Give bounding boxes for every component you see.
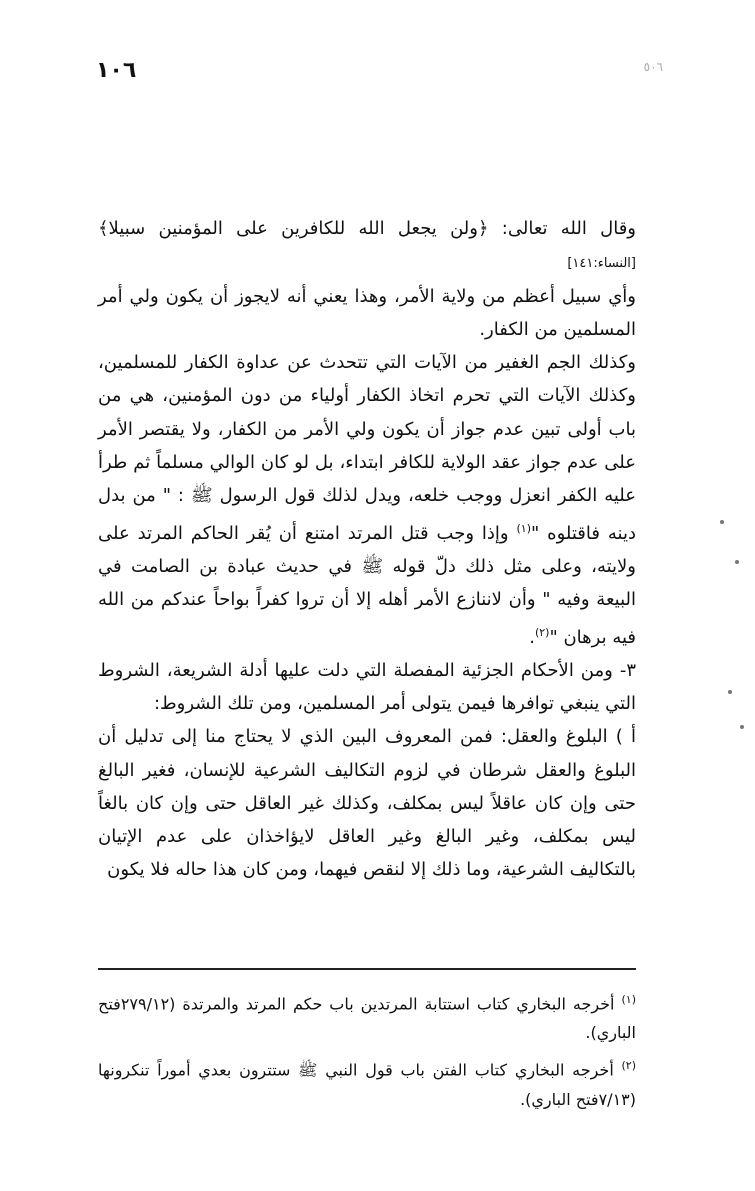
footnote-2-text: أخرجه البخاري كتاب الفتن باب قول النبي ﷺ ستترون بعدي أموراً تنكرونها (٧/١٣فتح الباري).: [98, 1060, 636, 1109]
footnote-2-number: (٢): [621, 1059, 636, 1073]
footnote-1-number: (١): [621, 993, 636, 1006]
page-number: ١٠٦: [96, 58, 137, 83]
paragraph-end-punct: .: [529, 627, 535, 649]
main-text: [98, 212, 636, 886]
footnote-1: [98, 985, 636, 1047]
scan-artifact: [720, 520, 724, 524]
verse-reference: [النساء:١٤١]: [567, 256, 636, 272]
scan-artifact: [728, 690, 732, 694]
paragraph-quran-verse: [98, 212, 636, 280]
corner-mark: ٥٠٦: [643, 60, 663, 74]
footnote-1-text: أخرجه البخاري كتاب استتابة المرتدين باب حكم المرتد والمرتدة (٢٧٩/١٢فتح الباري).: [98, 994, 636, 1043]
paragraph-puberty-reason: أ ) البلوغ والعقل: فمن المعروف البين الذي لا يحتاج منا إلى تدليل أن البلوغ والعقل شرطان في لزوم التكاليف الشرعية للإنسان، فغير البالغ حتى وإن كان عاقلاً ليس بمكلف، وكذلك غير العاقل حتى وإن كان بالغاً ليس بمكلف، وغير البالغ وغير العاقل لايؤاخذان على عدم الإتيان بالتكاليف الشرعية، وما ذلك إلا لنقص فيهما، ومن كان هذا حاله فلا يكون: [98, 726, 636, 880]
paragraph-guardianship: وأي سبيل أعظم من ولاية الأمر، وهذا يعني أنه لايجوز أن يكون ولي أمر المسلمين من الكفار.: [98, 286, 636, 341]
footnote-divider: [98, 968, 636, 970]
footnote-2: [98, 1051, 636, 1113]
paragraph-conditions: ٣- ومن الأحكام الجزئية المفصلة التي دلت عليها أدلة الشريعة، الشروط التي ينبغي توافرها فيمن يتولى أمر المسلمين، ومن تلك الشروط:: [98, 660, 636, 715]
verse-text: وقال الله تعالى: ﴿ولن يجعل الله للكافرين على المؤمنين سبيلا﴾: [98, 218, 636, 239]
footnote-ref-2: (٢): [534, 626, 550, 640]
scan-artifact: [735, 560, 739, 564]
footnotes: [98, 985, 636, 1118]
paragraph-verses-continued: وإذا وجب قتل المرتد امتنع أن يُقر الحاكم المرتد على ولايته، وعلى مثل ذلك دلّ قوله ﷺ في حديث عبادة بن الصامت في البيعة وفيه " وأن لاننازع الأمر أهله إلا أن تروا كفراً بواحاً عندكم من الله فيه برهان ": [98, 522, 636, 649]
scan-artifact: [740, 725, 744, 729]
paragraph-verses-text: وكذلك الجم الغفير من الآيات التي تتحدث عن عداوة الكفار للمسلمين، وكذلك الآيات التي تحرم اتخاذ الكفار أولياء من دون المؤمنين، هي من باب أولى تبين عدم جواز أن يكون ولي الأمر من الكفار، ولا يقتصر الأمر على عدم جواز عقد الولاية للكافر ابتداء، بل لو كان الوالي مسلماً ثم طرأ عليه الكفر انعزل ووجب خلعه، ويدل لذلك قول الرسول ﷺ : " من بدل دينه فاقتلوه ": [98, 352, 636, 544]
paragraph-verses: [98, 346, 636, 654]
footnote-ref-1: (١): [516, 521, 532, 535]
